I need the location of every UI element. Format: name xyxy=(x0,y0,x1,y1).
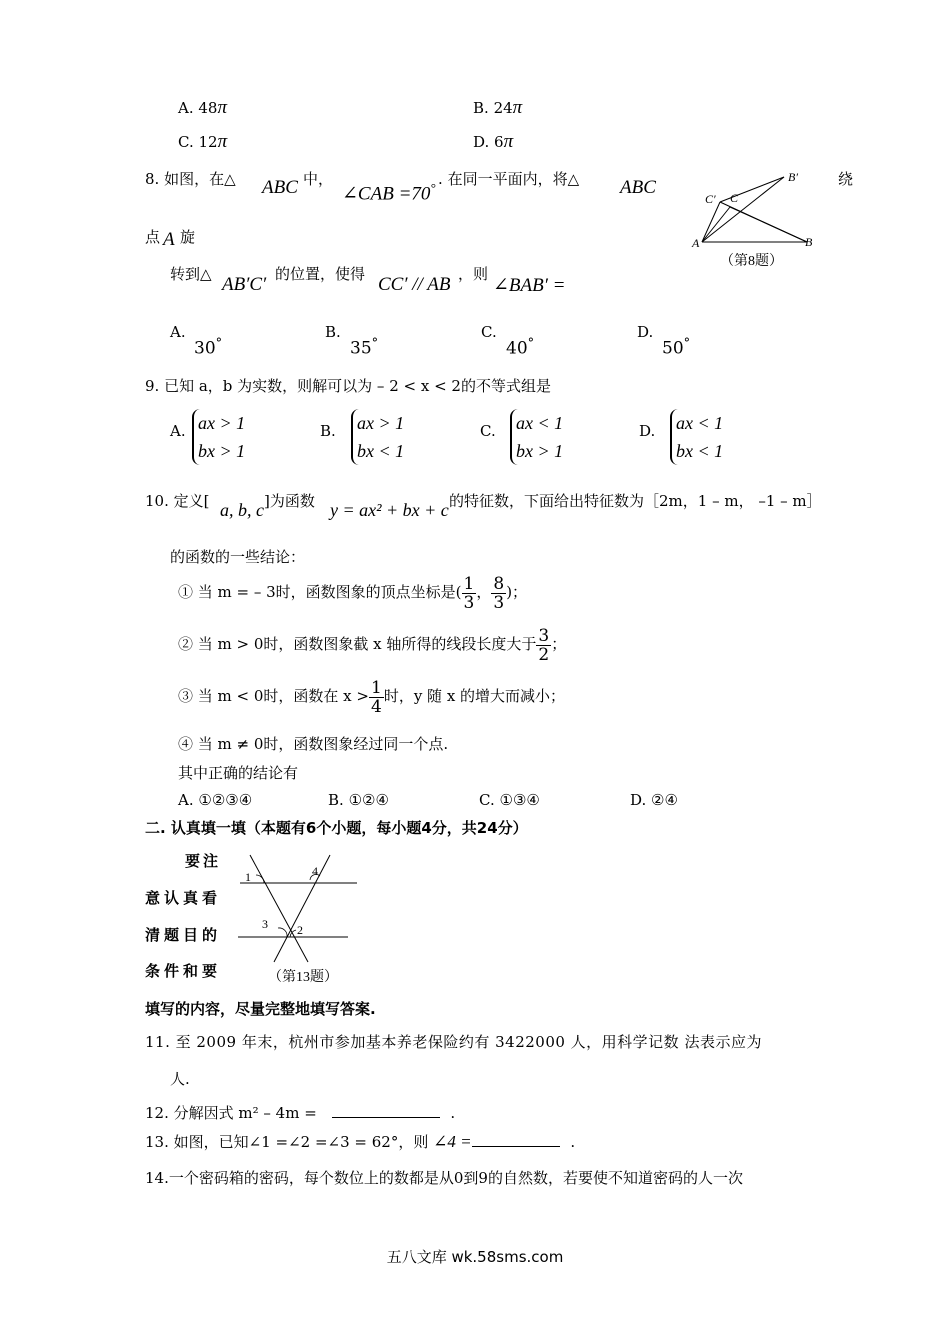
figure-8 xyxy=(672,165,832,275)
q8-opt-b-letter: B. xyxy=(325,323,341,341)
q8-abprime: AB′C′ xyxy=(222,274,267,295)
q10-opt-b: B. ①②④ xyxy=(328,791,389,809)
q8-parallel: CC′ // AB xyxy=(378,274,451,295)
q8-opt-d-letter: D. xyxy=(637,323,654,341)
q8-rao: 绕 xyxy=(838,170,854,188)
q9-opt-a-letter: A. xyxy=(170,422,186,440)
q13-stem: 13. 如图，已知∠1 =∠2 =∠3 = 62°，则 ∠4 = . xyxy=(145,1132,576,1151)
fig13-label-2: 2 xyxy=(297,923,303,937)
q9-opt-b-letter: B. xyxy=(320,422,336,440)
q9-opt-d-system: ax < 1 bx < 1 xyxy=(670,409,723,465)
q8-bab: ∠BAB′ = xyxy=(493,275,566,296)
q12-stem: 12. 分解因式 m² – 4m = . xyxy=(145,1104,456,1122)
q9-opt-a-system: ax > 1 bx > 1 xyxy=(192,409,245,465)
q11-stem: 11. 至 2009 年末，杭州市参加基本养老保险约有 3422000 人，用科学记数 法表示应为 xyxy=(145,1033,762,1051)
q8-t5: 的位置，使得 xyxy=(275,265,366,283)
section2-heading: 二. 认真填一填（本题有6个小题，每小题4分，共24分） xyxy=(145,819,528,837)
figure-13 xyxy=(230,850,365,990)
q9-opt-c-system: ax < 1 bx > 1 xyxy=(510,409,563,465)
q12-answer-blank[interactable] xyxy=(332,1103,440,1118)
q8-opt-b-val: 35° xyxy=(350,336,379,359)
q8-angle: ∠CAB =70° xyxy=(342,180,436,205)
q8-opt-a-letter: A. xyxy=(170,323,186,341)
q9-opt-d-letter: D. xyxy=(639,422,656,440)
q7-option-d: D. 6π xyxy=(473,131,514,152)
section2-w2: 意认真看 xyxy=(145,889,222,907)
q9-opt-c-letter: C. xyxy=(480,422,496,440)
fig13-caption: （第13题） xyxy=(268,970,338,985)
q8-dian: 点 xyxy=(145,228,161,246)
q10-opt-a: A. ①②③④ xyxy=(178,791,253,809)
q8-xuan: 旋 xyxy=(180,228,196,246)
q10-num: 10. 定义[ xyxy=(145,492,210,510)
q8-opt-c-val: 40° xyxy=(506,336,535,359)
section2-w5: 填写的内容，尽量完整地填写答案. xyxy=(145,1000,376,1018)
fig8-label-b-prime: B′ xyxy=(788,170,798,184)
section2-w1: 要注 xyxy=(185,852,222,870)
q8-t2: 中， xyxy=(303,170,334,188)
fig8-label-a: A xyxy=(692,236,700,250)
q8-opt-c-letter: C. xyxy=(481,323,497,341)
q8-abc: ABC xyxy=(262,177,298,198)
q8-point-a: A xyxy=(163,229,175,250)
q9-stem: 9. 已知 a，b 为实数，则解可以为 – 2 < x < 2的不等式组是 xyxy=(145,377,551,395)
q8-opt-a-val: 30° xyxy=(194,336,223,359)
q10-opt-c: C. ①③④ xyxy=(479,791,540,809)
fig13-label-4: 4 xyxy=(312,864,318,878)
q10-statement-3: ③ 当 m < 0时，函数在 x > $\frac{1}{4}$ 时，y 随 x 的增大而减小； xyxy=(178,677,566,717)
q10-t3: 的特征数，下面给出特征数为［2m，1 – m， –1 – m］ xyxy=(449,492,822,510)
q7-option-a: A. 48π xyxy=(178,97,228,118)
fig8-label-b: B xyxy=(805,235,813,249)
q8-abc2: ABC xyxy=(620,177,656,198)
q10-abc: a, b, c xyxy=(220,500,264,520)
q10-func: y = ax² + bx + c xyxy=(330,500,449,520)
fig8-caption: （第8题） xyxy=(720,254,783,269)
q8-line1: 8. 如图，在△ xyxy=(145,170,236,188)
q9-opt-b-system: ax > 1 bx < 1 xyxy=(351,409,404,465)
fig13-label-3: 3 xyxy=(262,917,268,931)
q10-opt-d: D. ②④ xyxy=(630,791,678,809)
q14-stem: 14.一个密码箱的密码，每个数位上的数都是从0到9的自然数，若要使不知道密码的人一次 xyxy=(145,1169,743,1187)
q10-conclusion: 其中正确的结论有 xyxy=(178,764,299,782)
q13-answer-blank[interactable] xyxy=(472,1132,560,1147)
q10-t4: 的函数的一些结论： xyxy=(170,548,306,566)
q8-opt-d-val: 50° xyxy=(662,336,691,359)
q7-option-c: C. 12π xyxy=(178,131,228,152)
q10-t2: ]为函数 xyxy=(264,492,315,510)
section2-w4: 条件和要 xyxy=(145,962,222,980)
section2-w3: 清题目的 xyxy=(145,926,222,944)
q8-t3: . 在同一平面内，将△ xyxy=(438,170,580,188)
fig13-label-1: 1 xyxy=(245,870,251,884)
q8-t6: ，则 xyxy=(458,265,489,283)
q10-statement-1: ① 当 m = – 3时，函数图象的顶点坐标是( $\frac{1}{3}$ ， $\frac{8}{3}$ )； xyxy=(178,573,528,613)
q11-cont: 人. xyxy=(170,1070,190,1088)
q7-option-b: B. 24π xyxy=(473,97,523,118)
q8-t4: 转到△ xyxy=(170,265,212,283)
q10-statement-2: ② 当 m > 0时，函数图象截 x 轴所得的线段长度大于 $\frac{3}{2}$ ； xyxy=(178,625,567,665)
footer-watermark: 五八文库 wk.58sms.com xyxy=(386,1248,564,1266)
fig8-label-c: C xyxy=(730,191,739,205)
q10-statement-4: ④ 当 m ≠ 0时，函数图象经过同一个点. xyxy=(178,735,449,753)
fig8-label-c-prime: C′ xyxy=(705,192,716,206)
